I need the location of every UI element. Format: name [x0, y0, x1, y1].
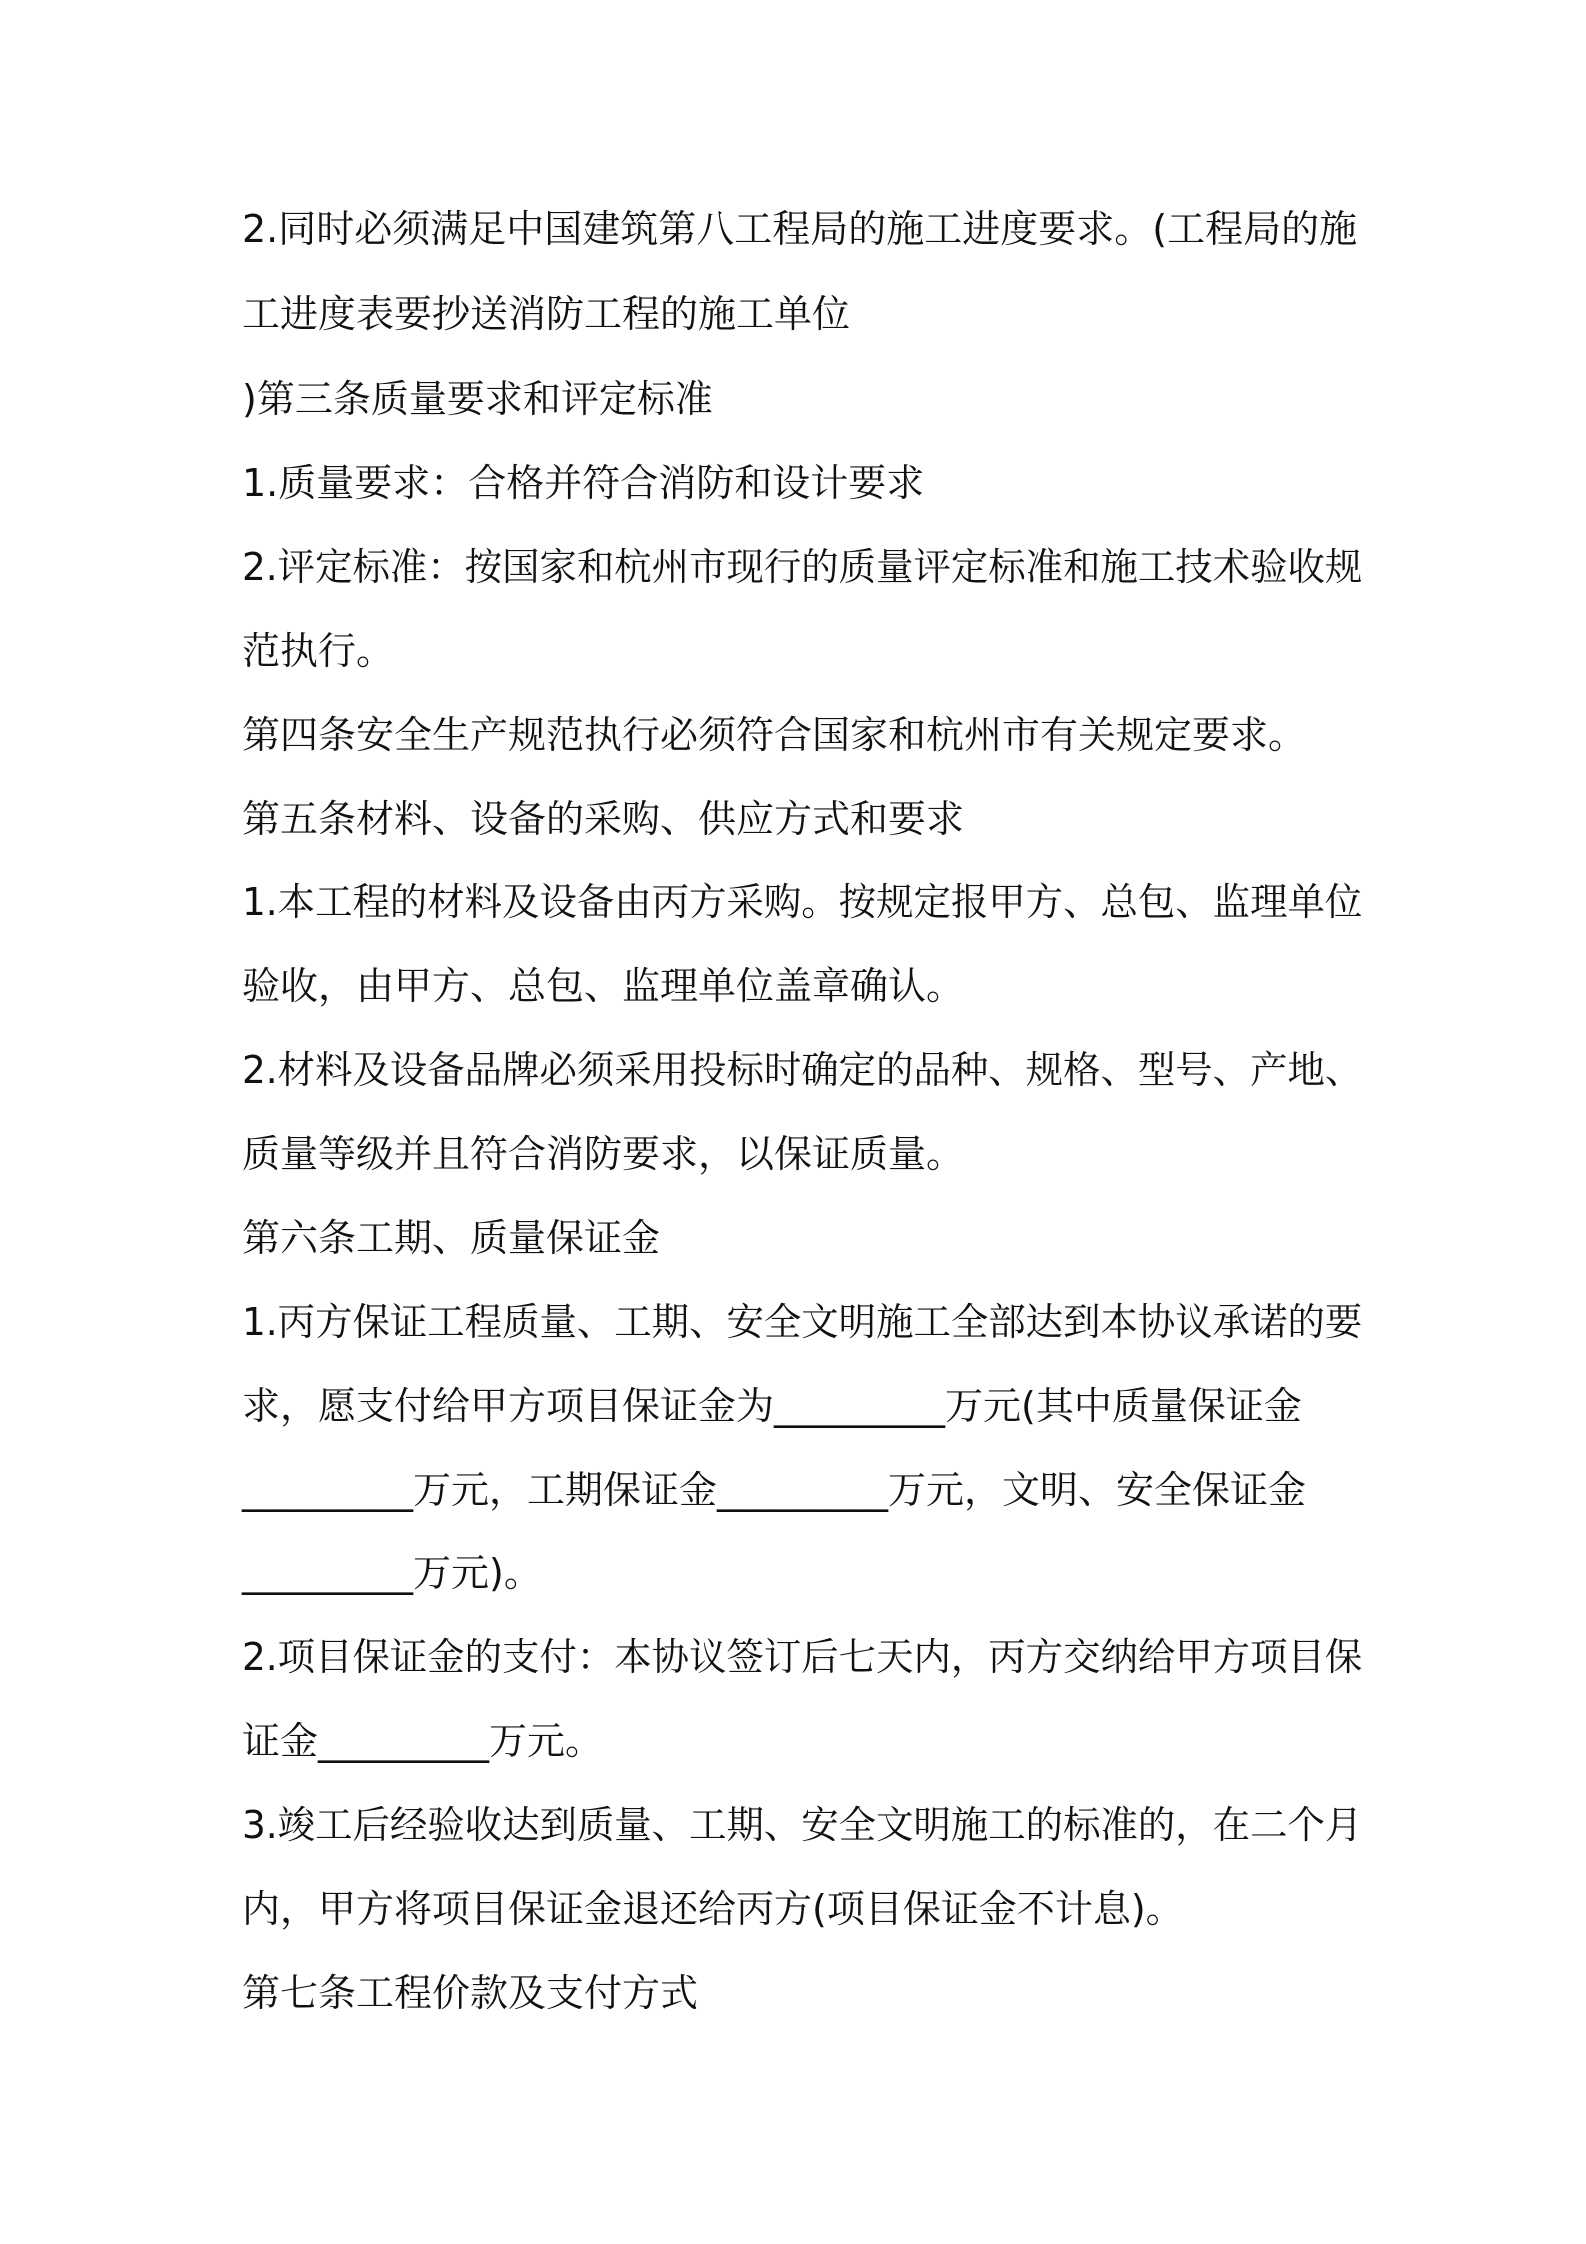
text-line: 验收，由甲方、总包、监理单位盖章确认。 — [242, 964, 965, 1008]
text-line: 1.本工程的材料及设备由丙方采购。按规定报甲方、总包、监理单位 — [242, 880, 1363, 924]
text-line: 内，甲方将项目保证金退还给丙方(项目保证金不计息)。 — [242, 1887, 1184, 1931]
text-line: 求，愿支付给甲方项目保证金为_________万元(其中质量保证金 — [242, 1384, 1302, 1428]
text-line: 范执行。 — [242, 629, 395, 673]
text-line: 第七条工程价款及支付方式 — [242, 1971, 699, 2015]
text-line: 1.质量要求：合格并符合消防和设计要求 — [242, 461, 925, 505]
text-line: 2.材料及设备品牌必须采用投标时确定的品种、规格、型号、产地、 — [242, 1048, 1363, 1092]
text-line: 1.丙方保证工程质量、工期、安全文明施工全部达到本协议承诺的要 — [242, 1300, 1363, 1344]
text-line: 工进度表要抄送消防工程的施工单位 — [242, 292, 851, 336]
text-line: 3.竣工后经验收达到质量、工期、安全文明施工的标准的，在二个月 — [242, 1803, 1363, 1847]
text-line: _________万元，工期保证金_________万元，文明、安全保证金 — [242, 1468, 1307, 1512]
text-line: 第六条工期、质量保证金 — [242, 1216, 661, 1260]
text-line: 第五条材料、设备的采购、供应方式和要求 — [242, 797, 965, 841]
text-line: _________万元)。 — [242, 1551, 542, 1595]
text-line: 证金_________万元。 — [242, 1719, 604, 1763]
text-line: )第三条质量要求和评定标准 — [242, 377, 713, 421]
text-line: 2.项目保证金的支付：本协议签订后七天内，丙方交纳给甲方项目保 — [242, 1635, 1363, 1679]
text-line: 质量等级并且符合消防要求，以保证质量。 — [242, 1132, 965, 1176]
text-line: 2.评定标准：按国家和杭州市现行的质量评定标准和施工技术验收规 — [242, 545, 1363, 589]
text-line: 第四条安全生产规范执行必须符合国家和杭州市有关规定要求。 — [242, 713, 1307, 757]
text-line: 2.同时必须满足中国建筑第八工程局的施工进度要求。(工程局的施 — [242, 207, 1358, 251]
